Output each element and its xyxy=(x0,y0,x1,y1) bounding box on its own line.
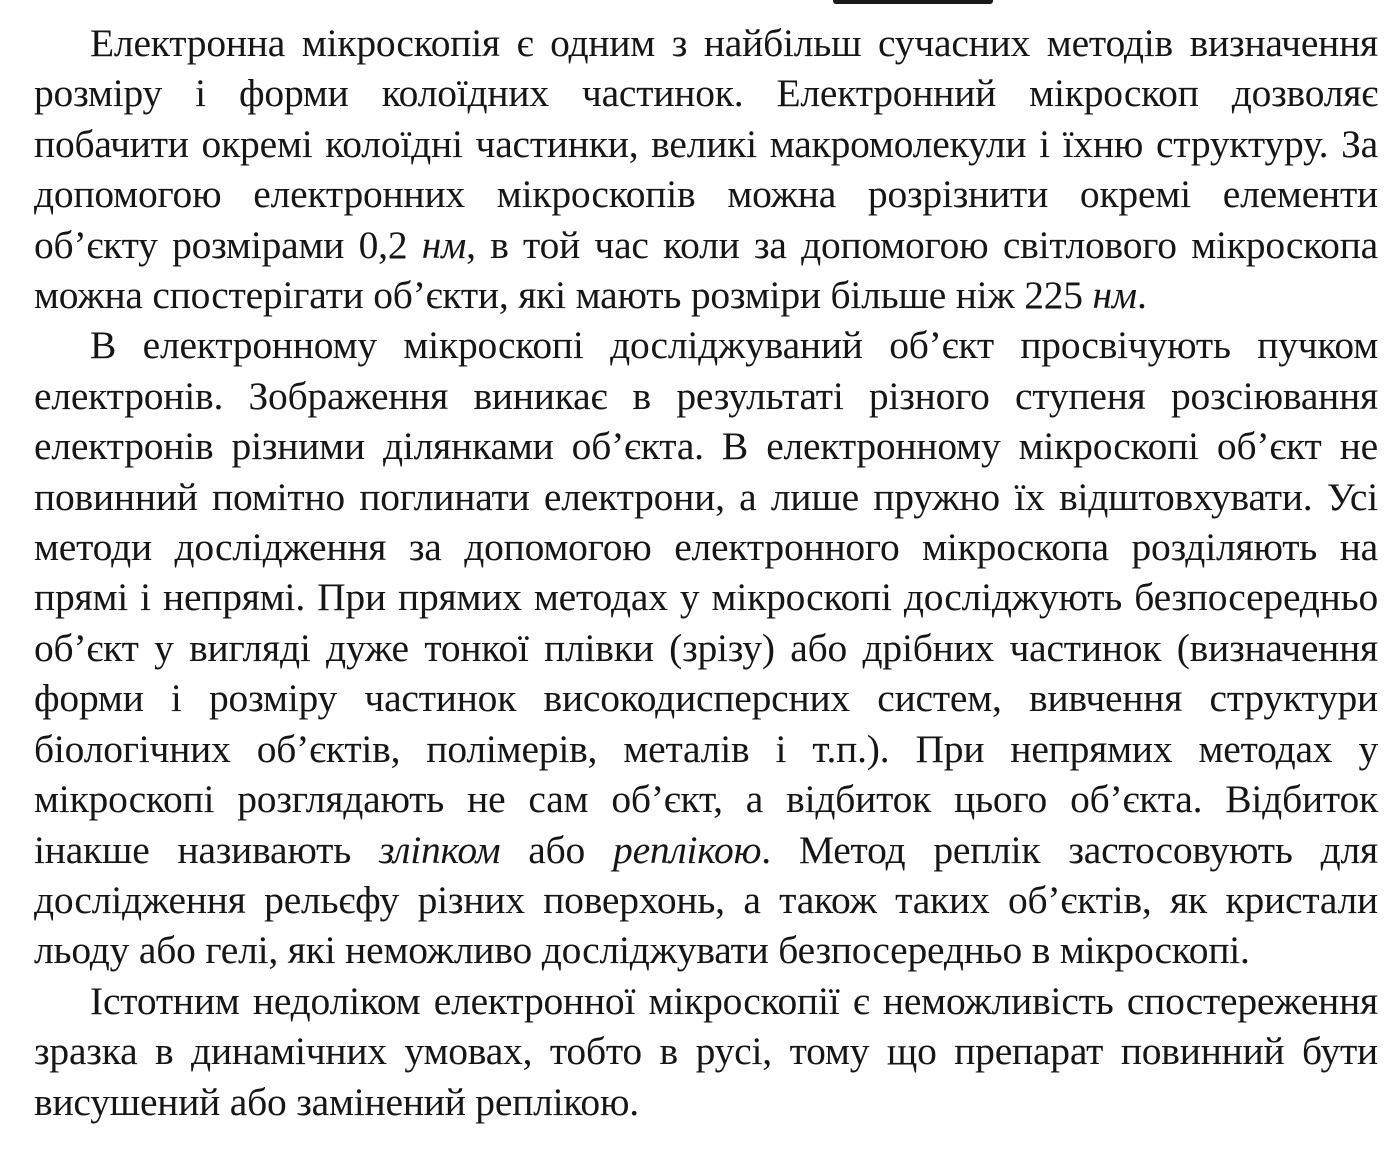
paragraph-1-part-1: Електронна мікроскопія є одним з найбільш сучасних методів визначення розміру і форми колоїдних частинок. Електронний мікроскоп дозволяє побачити окремі колоїдні частинки, великі макромолекули і їхню структуру. За допомогою електронних мікроскопів можна розрізнити окремі елементи об’єкту розмірами 0,2 xyxy=(34,21,1378,267)
paragraph-2 xyxy=(34,320,1378,975)
body-text xyxy=(34,18,1378,1127)
term-replika: реплікою xyxy=(613,827,762,872)
paragraph-2-part-1: В електронному мікроскопі досліджуваний об’єкт просвічують пучком електронів. Зображення виникає в результаті різного ступеня розсіювання електронів різними ділянками об’єкта. В електронному мікроскопі об’єкт не повинний помітно поглинати електрони, а лише пружно їх відштовхувати. Усі методи дослідження за допомогою електронного мікроскопа розділяють на прямі і непрямі. При прямих методах у мікроскопі досліджують безпосередньо об’єкт у вигляді дуже тонкої плівки (зрізу) або дрібних частинок (визначення форми і розміру частинок високодисперсних систем, вивчення структури біологічних об’єктів, полімерів, металів і т.п.). При непрямих методах у мікроскопі розглядають не сам об’єкт, а відбиток цього об’єкта. Відбиток інакше називають xyxy=(34,323,1378,872)
unit-nm-1: нм xyxy=(421,222,467,267)
paragraph-1 xyxy=(34,18,1378,320)
paragraph-3: Істотним недоліком електронної мікроскопії є неможливість спостереження зразка в динамічних умовах, тобто в русі, тому що препарат повинний бути висушений або замінений реплікою. xyxy=(34,978,1378,1124)
paragraph-1-part-3: . xyxy=(1136,273,1147,318)
paragraph-2-part-2: або xyxy=(500,827,614,872)
term-zlipok: зліпком xyxy=(378,827,501,872)
paragraph-2-part-3: . Метод реплік застосовують для дослідження рельєфу різних поверхонь, а також таких об’єктів, як кристали льоду або гелі, які неможливо досліджувати безпосередньо в мікроскопі. xyxy=(34,827,1378,973)
unit-nm-2: нм xyxy=(1092,273,1137,318)
paragraph-1-part-2: , в той час коли за допомогою світлового мікроскопа можна спостерігати об’єкти, які мають розміри більше ніж 225 xyxy=(34,222,1378,318)
cropped-heading-remnant xyxy=(833,0,993,4)
